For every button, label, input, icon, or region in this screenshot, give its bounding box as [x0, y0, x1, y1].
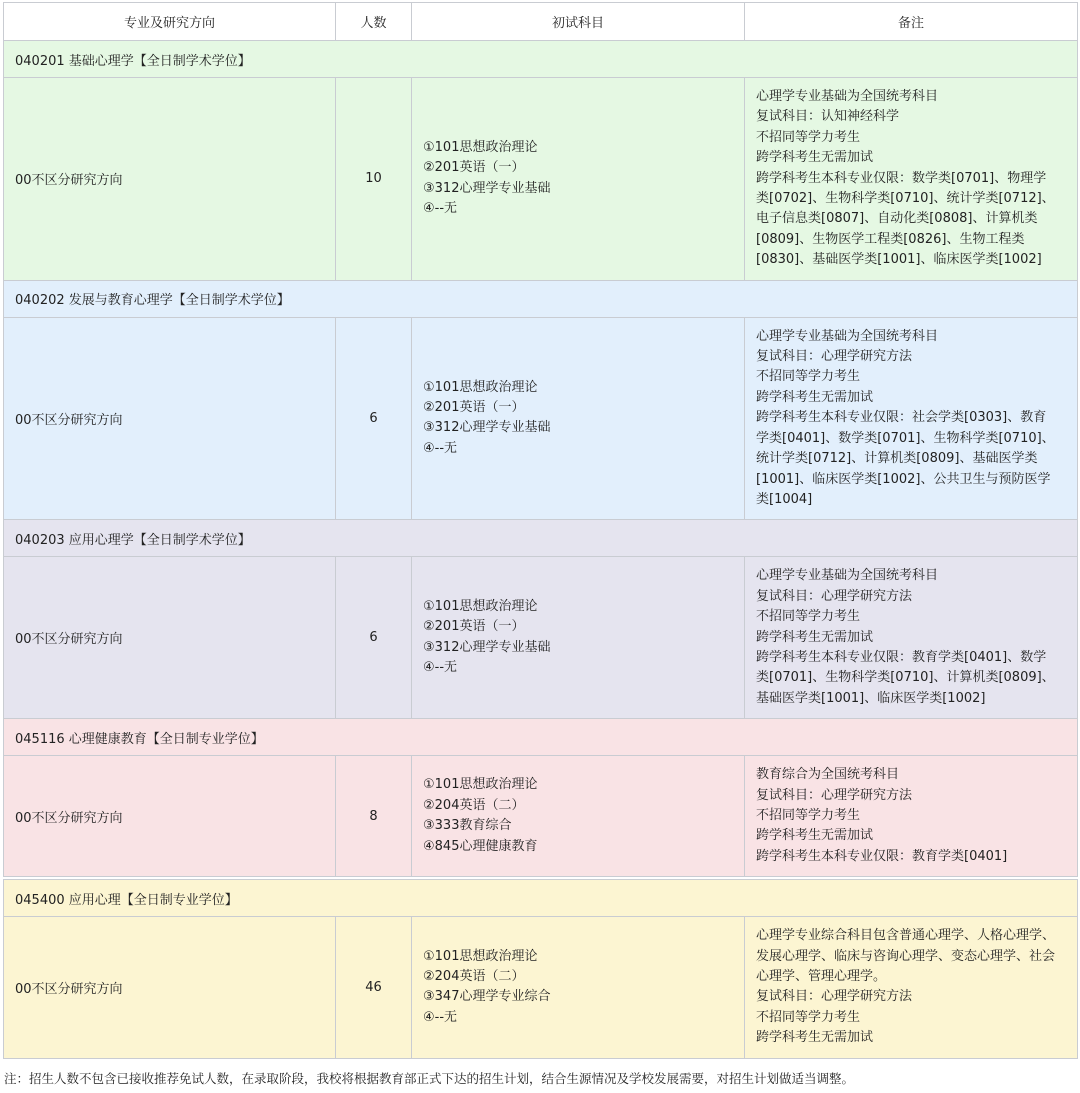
note-line: 复试科目：心理学研究方法 — [756, 989, 913, 1005]
enrollment-count: 8 — [336, 756, 412, 877]
exam-subject: ③347心理学专业综合 — [423, 989, 551, 1005]
note-line: 基础医学类[1001]、临床医学类[1002] — [756, 690, 986, 706]
research-direction: 00不区分研究方向 — [4, 917, 336, 1058]
note-line: 心理学专业基础为全国统考科目 — [756, 328, 939, 344]
note-line: [0809]、生物医学工程类[0826]、生物工程类 — [756, 231, 1025, 247]
enrollment-count: 10 — [336, 78, 412, 281]
table-header-row — [4, 3, 1078, 41]
exam-subjects-cell — [412, 917, 745, 1058]
note-line: 复试科目：心理学研究方法 — [756, 787, 913, 803]
note-line: 跨学科考生无需加试 — [756, 150, 874, 166]
notes-cell — [745, 317, 1078, 520]
note-line: 教育综合为全国统考科目 — [756, 767, 900, 783]
enrollment-count: 6 — [336, 557, 412, 719]
note-line: 心理学专业综合科目包含普通心理学、人格心理学、 — [756, 928, 1056, 944]
note-line: 跨学科考生无需加试 — [756, 389, 874, 405]
note-line: 类[1004] — [756, 491, 813, 507]
exam-subject: ②201英语（一） — [423, 160, 525, 176]
exam-subjects-cell — [412, 756, 745, 877]
exam-subject: ④845心理健康教育 — [423, 838, 538, 854]
research-direction: 00不区分研究方向 — [4, 317, 336, 520]
research-direction: 00不区分研究方向 — [4, 78, 336, 281]
note-line: 不招同等学力考生 — [756, 807, 861, 823]
major-title: 045400 应用心理【全日制专业学位】 — [4, 880, 1078, 917]
exam-subject: ①101思想政治理论 — [423, 379, 538, 395]
footnote: 注：招生人数不包含已接收推荐免试人数，在录取阶段，我校将根据教育部正式下达的招生计划，结合生源情况及学校发展需要，对招生计划做适当调整。 — [4, 1071, 855, 1086]
note-line: 不招同等学力考生 — [756, 129, 861, 145]
exam-subject: ②201英语（一） — [423, 400, 525, 416]
major-title: 040202 发展与教育心理学【全日制学术学位】 — [4, 280, 1078, 317]
note-line: 复试科目：心理学研究方法 — [756, 349, 913, 365]
exam-subject: ④--无 — [423, 1009, 458, 1025]
exam-subject: ③312心理学专业基础 — [423, 639, 551, 655]
note-line: 复试科目：认知神经科学 — [756, 109, 900, 125]
header-major: 专业及研究方向 — [4, 3, 336, 41]
note-line: 发展心理学、临床与咨询心理学、变态心理学、社会 — [756, 948, 1056, 964]
exam-subject: ④--无 — [423, 201, 458, 217]
major-title: 040203 应用心理学【全日制学术学位】 — [4, 520, 1078, 557]
exam-subjects-cell — [412, 317, 745, 520]
exam-subject: ④--无 — [423, 440, 458, 456]
exam-subject: ②204英语（二） — [423, 797, 525, 813]
exam-subjects-cell — [412, 78, 745, 281]
note-line: 不招同等学力考生 — [756, 609, 861, 625]
major-title: 040201 基础心理学【全日制学术学位】 — [4, 41, 1078, 78]
exam-subject: ④--无 — [423, 660, 458, 676]
note-line: 类[0701]、生物科学类[0710]、计算机类[0809]、 — [756, 670, 1055, 686]
exam-subject: ③333教育综合 — [423, 818, 512, 834]
enrollment-count: 6 — [336, 317, 412, 520]
table-row — [4, 917, 1078, 1058]
notes-cell — [745, 756, 1078, 877]
exam-subject: ①101思想政治理论 — [423, 948, 538, 964]
header-count: 人数 — [336, 3, 412, 41]
note-line: 不招同等学力考生 — [756, 369, 861, 385]
exam-subject: ③312心理学专业基础 — [423, 180, 551, 196]
note-line: 心理学、管理心理学。 — [756, 969, 887, 984]
notes-cell — [745, 78, 1078, 281]
note-line: 跨学科考生无需加试 — [756, 1030, 874, 1046]
notes-cell — [745, 557, 1078, 719]
table-row — [4, 557, 1078, 719]
table-row — [4, 756, 1078, 877]
major-title-row — [4, 880, 1078, 917]
note-line: 复试科目：心理学研究方法 — [756, 588, 913, 604]
enrollment-table — [3, 2, 1078, 1059]
header-subjects: 初试科目 — [412, 3, 745, 41]
note-line: 心理学专业基础为全国统考科目 — [756, 568, 939, 584]
major-title-row — [4, 520, 1078, 557]
exam-subject: ③312心理学专业基础 — [423, 420, 551, 436]
note-line: 统计学类[0712]、计算机类[0809]、基础医学类 — [756, 451, 1038, 467]
major-title-row — [4, 280, 1078, 317]
exam-subject: ②204英语（二） — [423, 969, 525, 984]
research-direction: 00不区分研究方向 — [4, 756, 336, 877]
note-line: 跨学科考生本科专业仅限：教育学类[0401] — [756, 848, 1008, 864]
note-line: 跨学科考生本科专业仅限：数学类[0701]、物理学 — [756, 170, 1047, 186]
exam-subject: ②201英语（一） — [423, 619, 525, 635]
note-line: 跨学科考生无需加试 — [756, 629, 874, 645]
note-line: 跨学科考生本科专业仅限：社会学类[0303]、教育 — [756, 410, 1047, 426]
note-line: 类[0702]、生物科学类[0710]、统计学类[0712]、 — [756, 191, 1055, 207]
note-line: 心理学专业基础为全国统考科目 — [756, 89, 939, 104]
exam-subject: ①101思想政治理论 — [423, 598, 538, 614]
note-line: 跨学科考生本科专业仅限：教育学类[0401]、数学 — [756, 649, 1047, 665]
header-notes: 备注 — [745, 3, 1078, 41]
major-title-row — [4, 41, 1078, 78]
note-line: 电子信息类[0807]、自动化类[0808]、计算机类 — [756, 211, 1038, 227]
note-line: 不招同等学力考生 — [756, 1009, 861, 1025]
exam-subjects-cell — [412, 557, 745, 719]
table-row — [4, 317, 1078, 520]
note-line: [0830]、基础医学类[1001]、临床医学类[1002] — [756, 252, 1042, 268]
table-body — [4, 41, 1078, 1059]
exam-subject: ①101思想政治理论 — [423, 140, 538, 156]
table-row — [4, 78, 1078, 281]
major-title: 045116 心理健康教育【全日制专业学位】 — [4, 719, 1078, 756]
note-line: [1001]、临床医学类[1002]、公共卫生与预防医学 — [756, 471, 1051, 487]
note-line: 学类[0401]、数学类[0701]、生物科学类[0710]、 — [756, 430, 1055, 446]
notes-cell — [745, 917, 1078, 1058]
enrollment-count: 46 — [336, 917, 412, 1058]
note-line: 跨学科考生无需加试 — [756, 828, 874, 844]
major-title-row — [4, 719, 1078, 756]
research-direction: 00不区分研究方向 — [4, 557, 336, 719]
exam-subject: ①101思想政治理论 — [423, 777, 538, 793]
